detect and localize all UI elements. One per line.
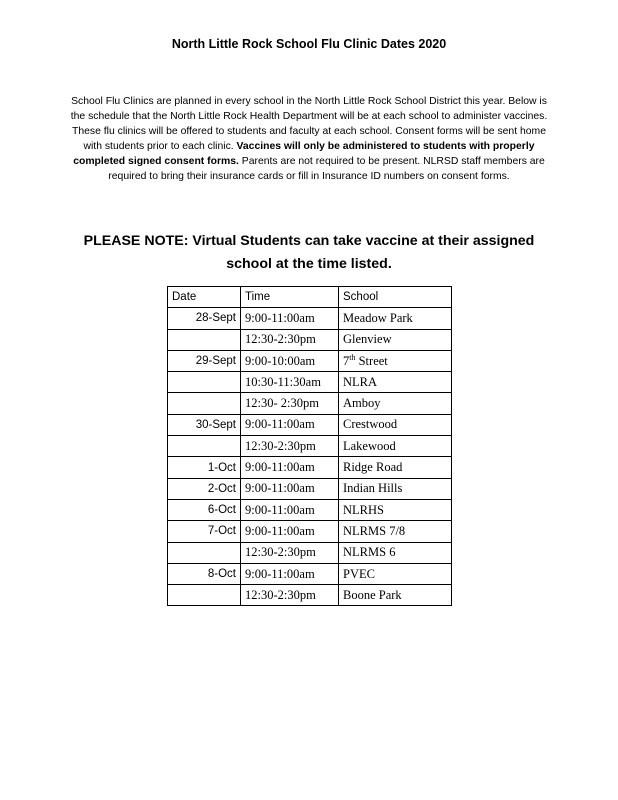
cell-date: 8-Oct xyxy=(168,563,241,584)
table-header-row xyxy=(168,287,452,308)
cell-school: Indian Hills xyxy=(339,478,452,499)
cell-school: Meadow Park xyxy=(339,308,452,329)
cell-school: PVEC xyxy=(339,563,452,584)
cell-date xyxy=(168,542,241,563)
table-row xyxy=(168,542,452,563)
cell-time: 9:00-11:00am xyxy=(241,457,339,478)
cell-date: 6-Oct xyxy=(168,499,241,520)
table-row xyxy=(168,414,452,435)
cell-time: 9:00-11:00am xyxy=(241,521,339,542)
cell-school: NLRHS xyxy=(339,499,452,520)
cell-date xyxy=(168,393,241,414)
cell-time: 12:30-2:30pm xyxy=(241,585,339,606)
cell-date: 1-Oct xyxy=(168,457,241,478)
cell-time: 9:00-11:00am xyxy=(241,563,339,584)
table-row xyxy=(168,393,452,414)
cell-school: NLRA xyxy=(339,372,452,393)
cell-time: 9:00-11:00am xyxy=(241,414,339,435)
intro-paragraph xyxy=(70,94,548,185)
cell-school: NLRMS 7/8 xyxy=(339,521,452,542)
virtual-students-note xyxy=(60,230,558,276)
cell-date xyxy=(168,436,241,457)
cell-school: Amboy xyxy=(339,393,452,414)
page-title: North Little Rock School Flu Clinic Dates 2020 xyxy=(171,37,447,51)
table-body xyxy=(168,308,452,606)
cell-date xyxy=(168,585,241,606)
table-row xyxy=(168,372,452,393)
cell-date: 7-Oct xyxy=(168,521,241,542)
table-row xyxy=(168,478,452,499)
table-row xyxy=(168,499,452,520)
header-time: Time xyxy=(241,287,339,308)
cell-school: NLRMS 6 xyxy=(339,542,452,563)
table-row xyxy=(168,350,452,371)
cell-time: 10:30-11:30am xyxy=(241,372,339,393)
note-line-1: PLEASE NOTE: Virtual Students can take vaccine at their assigned xyxy=(83,233,535,249)
cell-school xyxy=(339,350,452,371)
cell-time: 12:30-2:30pm xyxy=(241,436,339,457)
cell-school: Ridge Road xyxy=(339,457,452,478)
cell-time: 12:30-2:30pm xyxy=(241,542,339,563)
note-line-2: school at the time listed. xyxy=(226,256,392,272)
table-row xyxy=(168,585,452,606)
intro-bold-text: Vaccines will only be administered to students with properly completed signed consent forms. xyxy=(73,141,535,168)
cell-school: Boone Park xyxy=(339,585,452,606)
table-row xyxy=(168,563,452,584)
school-name: 7 xyxy=(343,353,350,368)
cell-school: Glenview xyxy=(339,329,452,350)
intro-text: School Flu Clinics are planned in every school in the North Little Rock School District this year. Below is the schedule that the North Little Rock Health Department will be at each school to administer vaccines. These flu clinics will be offered to students and faculty at each school. Consent forms will be sent home with students prior to each clinic. xyxy=(70,96,548,153)
cell-date xyxy=(168,372,241,393)
header-date: Date xyxy=(168,287,241,308)
ordinal-suffix: th xyxy=(349,352,356,362)
cell-date: 30-Sept xyxy=(168,414,241,435)
intro-text-end: Parents are not required to be present. NLRSD staff members are required to bring their insurance cards or fill in Insurance ID numbers on consent forms. xyxy=(108,156,545,183)
cell-school: Crestwood xyxy=(339,414,452,435)
cell-date: 29-Sept xyxy=(168,350,241,371)
table-row xyxy=(168,436,452,457)
school-name-rest: Street xyxy=(355,353,388,368)
cell-time: 9:00-10:00am xyxy=(241,350,339,371)
cell-time: 12:30-2:30pm xyxy=(241,329,339,350)
table-row xyxy=(168,329,452,350)
cell-time: 9:00-11:00am xyxy=(241,478,339,499)
cell-time: 9:00-11:00am xyxy=(241,499,339,520)
cell-school: Lakewood xyxy=(339,436,452,457)
cell-date: 28-Sept xyxy=(168,308,241,329)
table-row xyxy=(168,521,452,542)
cell-time: 12:30- 2:30pm xyxy=(241,393,339,414)
header-school: School xyxy=(339,287,452,308)
cell-date xyxy=(168,329,241,350)
table-row xyxy=(168,457,452,478)
cell-time: 9:00-11:00am xyxy=(241,308,339,329)
clinic-schedule-table xyxy=(167,286,452,606)
cell-date: 2-Oct xyxy=(168,478,241,499)
table-row xyxy=(168,308,452,329)
